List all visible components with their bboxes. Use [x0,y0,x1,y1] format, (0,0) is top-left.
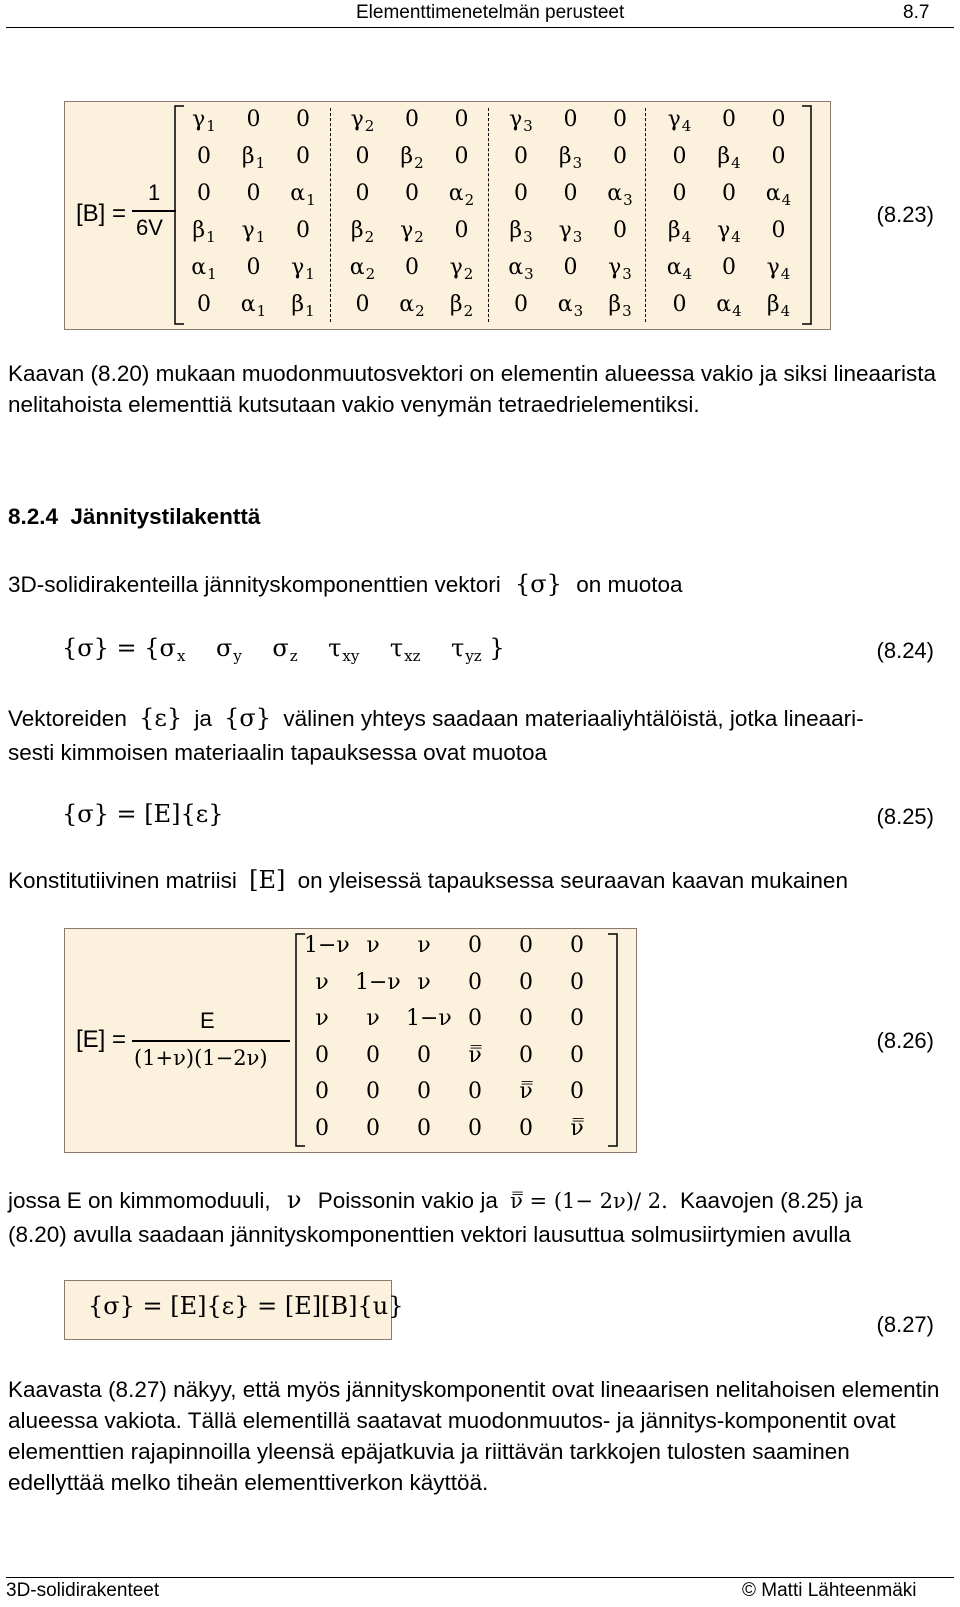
paragraph-5-line-2: (8.20) avulla saadaan jännityskomponenttien vektori lausuttua solmusiirtymien avulla [8,1222,851,1247]
eq826-frac-line [132,1040,290,1042]
eq824-label: (8.24) [876,638,934,663]
header-title: Elementtimenetelmän perusteet [356,2,625,23]
eq823-cell: $\beta_3$ [509,218,533,246]
eq823-cell: 0 [613,107,627,132]
eq823-cell: 0 [613,218,627,243]
eq823-cell: 0 [197,181,211,206]
eq823-cell: $\alpha_3$ [557,292,584,320]
eq823-cell: 0 [296,218,310,243]
eq823-cell: $\alpha_1$ [240,292,267,320]
eq823-cell: $\gamma_2$ [400,218,424,246]
eq823-cell: 0 [405,107,419,132]
eq823-cell: 0 [563,181,578,206]
eq823-cell: $\beta_4$ [667,218,692,246]
header-page-number: 8.7 [903,2,930,23]
eq823-cell: 0 [197,292,211,317]
para5-nubar-definition: ν̿ = (1− 2ν)/ 2. [510,1189,668,1213]
eq823-partition-1 [330,108,331,322]
eq826-cell: 0 [519,1115,533,1141]
eq823-cell: 0 [672,181,687,206]
eq827-formula: {σ} = [E]{ε} = [E][B]{u} [88,1292,404,1320]
eq826-cell: 0 [468,969,482,995]
eq823-cell: 0 [563,107,578,132]
para5-nu-symbol: ν [286,1186,302,1214]
eq823-cell: $\gamma_2$ [449,255,474,283]
eq823-cell: 0 [514,144,528,169]
eq823-cell: $\alpha_4$ [666,255,693,283]
eq823-cell: $\gamma_3$ [509,107,533,135]
para3-epsilon-symbol: {ε} [139,704,183,732]
eq823-cell: 0 [722,181,736,206]
eq823-cell: $\alpha_4$ [765,181,792,209]
eq826-label: (8.26) [876,1028,934,1053]
eq826-cell: 0 [570,969,584,995]
para2-after: on muotoa [576,572,683,597]
eq826-lhs: [E] = [76,1026,127,1053]
eq823-cell: 0 [454,107,469,132]
eq823-cell: 0 [355,144,370,169]
eq826-cell: ν [417,933,431,958]
eq823-cell: $\alpha_2$ [399,292,425,320]
eq823-cell: 0 [722,107,736,132]
paragraph-3-line-2: sesti kimmoisen materiaalin tapauksessa ovat muotoa [8,740,548,765]
eq823-frac-line [132,210,176,212]
paragraph-5-line-1 [8,1186,863,1214]
eq823-frac-num: 1 [148,180,161,205]
eq823-cell: $\alpha_4$ [716,292,742,320]
para2-sigma-symbol: {σ} [515,570,562,598]
eq823-cell: $\alpha_2$ [448,181,475,209]
eq826-cell: 0 [519,969,533,995]
eq826-cell: 0 [570,1006,584,1031]
eq823-cell: $\beta_2$ [350,218,375,246]
eq823-cell: $\alpha_2$ [349,255,376,283]
eq826-frac-den: (1+ν)(1−2ν) [134,1046,268,1070]
eq823-cell: 0 [405,255,419,280]
eq826-cell: 0 [468,1006,482,1031]
eq826-cell: 0 [315,1115,329,1141]
eq823-cell: $\beta_4$ [766,292,791,320]
eq823-cell: $\gamma_3$ [558,218,583,246]
eq823-cell: $\alpha_1$ [290,181,316,209]
eq823-cell: 0 [197,144,211,169]
eq823-cell: $\alpha_3$ [508,255,534,283]
eq826-cell: ν [417,969,431,995]
eq826-cell: 0 [570,1042,584,1068]
eq823-cell: $\beta_1$ [291,292,315,320]
eq823-cell: 0 [771,107,786,132]
eq823-cell: 0 [246,255,261,280]
eq826-bracket-right [606,932,620,1148]
eq823-bracket-right [800,104,814,326]
eq826-cell: 1−ν [355,969,401,995]
eq823-cell: $\beta_3$ [558,144,583,172]
eq826-cell: 0 [315,1042,329,1068]
paragraph-2 [8,570,683,598]
paragraph-4 [8,866,848,894]
para2-before: 3D-solidirakenteilla jännityskomponenttien vektori [8,572,501,597]
para5-text-a: jossa E on kimmomoduuli, [8,1188,271,1213]
header-rule [6,27,954,28]
eq823-cell: $\beta_2$ [449,292,474,320]
eq826-cell: ν [315,1006,329,1031]
eq826-cell: 0 [468,1079,482,1104]
eq823-partition-2 [488,108,489,322]
eq826-cell: 0 [417,1042,431,1068]
paragraph-1: Kaavan (8.20) mukaan muodonmuutosvektori on elementin alueessa vakio ja siksi lineaarista nelitahoista elementtiä kutsutaan vakio venymän tetraedrielementiksi. [8,361,937,417]
para5-text-b: Poissonin vakio ja [317,1188,498,1213]
eq823-cell: $\gamma_4$ [667,107,692,135]
eq823-cell: 0 [771,218,786,243]
eq823-cell: 0 [454,218,469,243]
eq823-cell: 0 [355,181,370,206]
section-title: Jännitystilakenttä [70,504,261,529]
eq826-cell: ν [315,969,329,995]
para4-before: Konstitutiivinen matriisi [8,868,237,893]
eq823-cell: 0 [613,144,627,169]
eq826-cell: 0 [366,1115,380,1141]
eq823-cell: 0 [514,292,528,317]
eq823-frac-den: 6V [136,215,163,240]
eq823-cell: $\gamma_4$ [717,218,741,246]
eq823-cell: $\beta_1$ [192,218,216,246]
eq823-partition-3 [645,108,646,322]
section-number: 8.2.4 [8,504,59,529]
eq826-cell: 0 [366,1042,380,1068]
eq823-cell: 0 [355,292,370,317]
eq826-cell: 0 [468,933,482,958]
eq823-cell: 0 [563,255,578,280]
eq827-label: (8.27) [876,1312,934,1337]
eq823-cell: 0 [672,292,687,317]
para4-after: on yleisessä tapauksessa seuraavan kaavan mukainen [297,868,848,893]
eq823-cell: 0 [296,107,310,132]
eq826-cell: ν [366,933,380,958]
eq823-label: (8.23) [876,202,934,227]
eq826-cell: 1−ν [406,1006,452,1031]
eq823-cell: 0 [454,144,469,169]
eq826-cell: 0 [468,1115,482,1141]
eq823-lhs: [B] = [76,200,127,227]
eq826-cell: 0 [417,1115,431,1141]
eq823-cell: $\beta_3$ [608,292,632,320]
eq823-cell: 0 [296,144,310,169]
eq824-formula: $\{\sigma\} = \{\sigma_x$ $\sigma_y$ $\sigma_z$ $\tau_{xy}$ $\tau_{xz}$ $\tau_{yz}$ } [62,634,505,665]
paragraph-6: Kaavasta (8.27) näkyy, että myös jännityskomponentit ovat lineaarisen nelitahoisen elementin alueessa vakiota. Tällä elementillä saatavat muodonmuutos- ja jännitys-komponentit ovat elementtien rajapinnoilla yleensä epäjatkuvia ja riittävän tarkkojen tulosten saaminen edellyttää melko tiheän elementtiverkon käyttöä. [8,1377,940,1495]
paragraph-3-line-1 [8,704,864,732]
eq823-cell: $\beta_4$ [717,144,741,172]
eq823-cell: 0 [514,181,528,206]
eq826-cell: 0 [519,933,533,958]
eq823-cell: $\alpha_3$ [607,181,633,209]
eq823-cell: $\gamma_1$ [241,218,266,246]
eq826-cell: 0 [519,1042,533,1068]
eq823-bracket-left [172,104,186,326]
eq823-cell: 0 [722,255,736,280]
footer-left: 3D-solidirakenteet [6,1580,160,1601]
eq826-cell: 1−ν [304,933,350,958]
para4-E-symbol: [E] [249,866,286,894]
eq823-cell: $\beta_1$ [241,144,266,172]
eq826-cell: ν [366,1006,380,1031]
eq823-cell: $\alpha_1$ [191,255,217,283]
eq823-cell: $\gamma_3$ [608,255,632,283]
eq823-cell: $\beta_2$ [400,144,424,172]
eq826-cell: 0 [417,1079,431,1104]
eq823-cell: $\gamma_1$ [192,107,216,135]
eq826-cell: ν̿ [570,1115,584,1141]
para5-text-c: Kaavojen (8.25) ja [680,1188,863,1213]
eq826-cell: 0 [315,1079,329,1104]
eq826-cell: 0 [570,1079,584,1104]
eq823-cell: 0 [405,181,419,206]
eq823-cell: $\gamma_4$ [766,255,791,283]
eq826-cell: ν̿ [468,1042,482,1068]
eq825-formula: {σ} = [E]{ε} [62,800,224,828]
section-heading [8,504,260,530]
para3-text-a: Vektoreiden [8,706,127,731]
para3-text-c: välinen yhteys saadaan materiaaliyhtälöistä, jotka lineaari- [283,706,864,731]
footer-rule [6,1577,954,1578]
para3-sigma-symbol: {σ} [224,704,272,732]
eq826-cell: 0 [366,1079,380,1104]
eq826-cell: 0 [570,933,584,958]
eq823-cell: $\gamma_1$ [291,255,315,283]
footer-right: © Matti Lähteenmäki [742,1580,917,1601]
eq826-cell: 0 [519,1006,533,1031]
eq826-cell: ν̿ [519,1079,533,1104]
eq823-cell: 0 [246,107,261,132]
para3-text-b: ja [194,706,212,731]
eq825-label: (8.25) [876,804,934,829]
eq823-cell: 0 [672,144,687,169]
eq823-cell: 0 [771,144,786,169]
eq823-cell: $\gamma_2$ [350,107,375,135]
eq826-frac-num: E [200,1008,215,1033]
eq823-cell: 0 [246,181,261,206]
